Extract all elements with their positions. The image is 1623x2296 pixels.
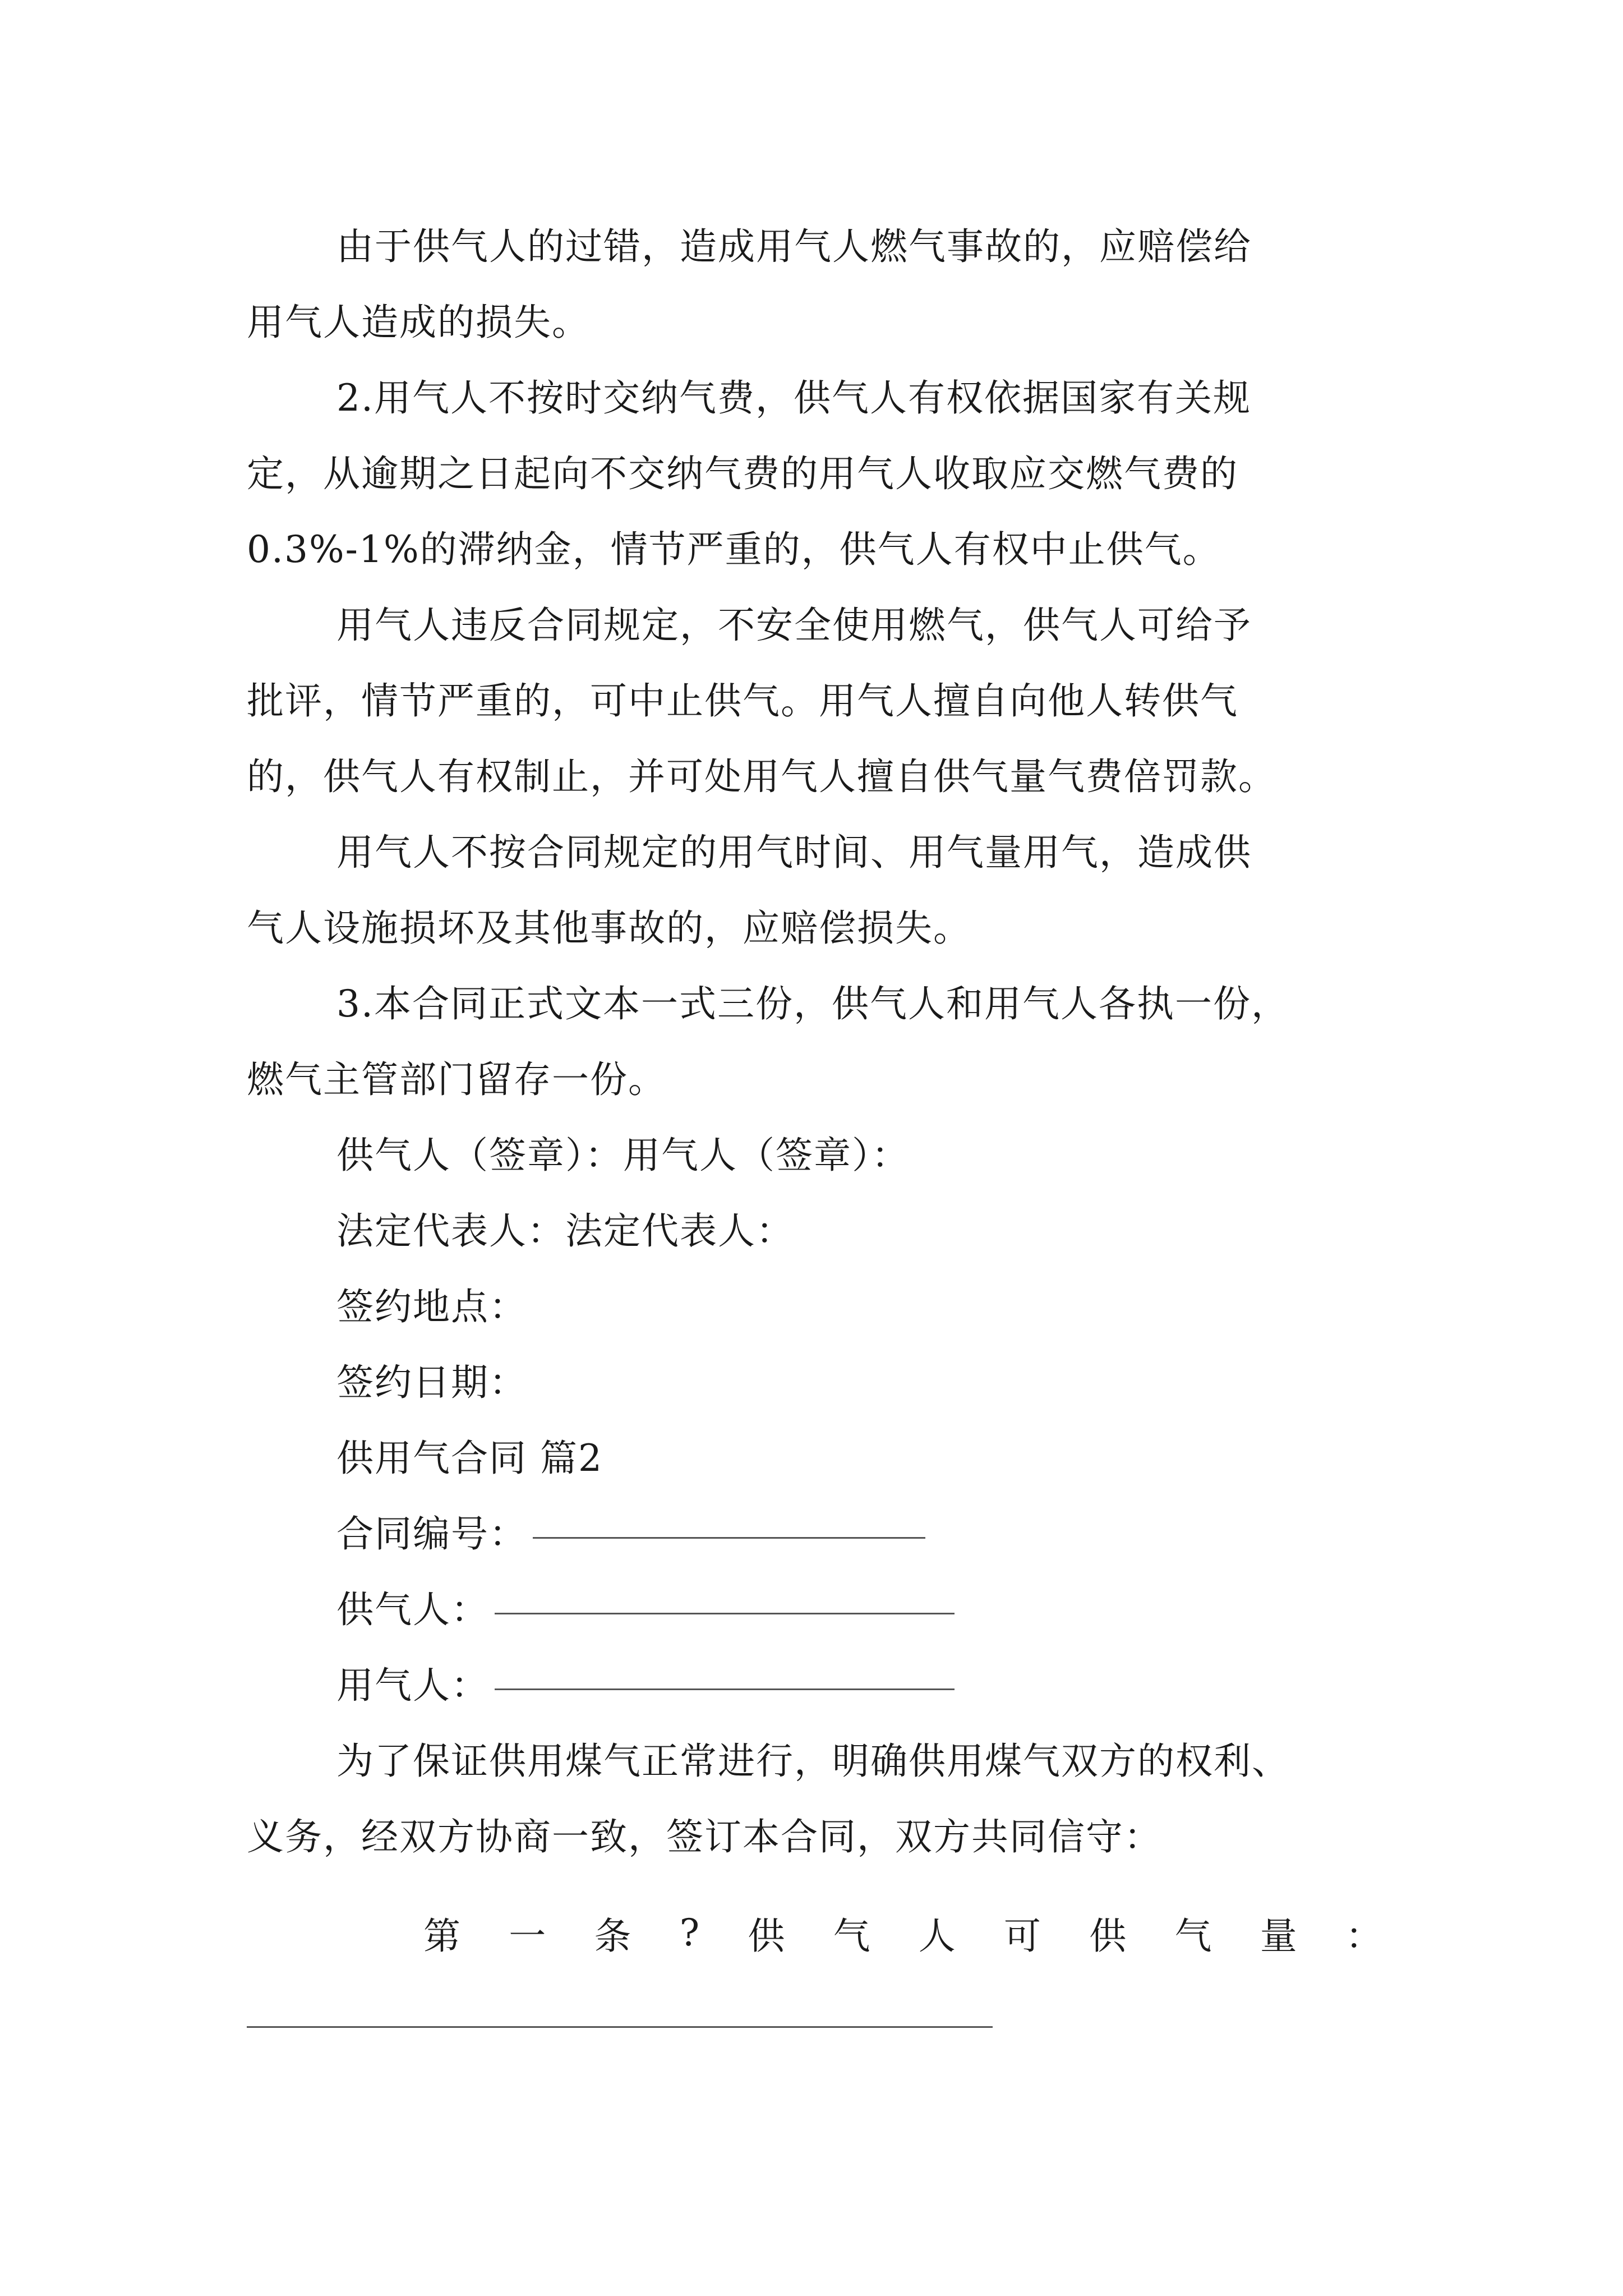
paragraph-line: 用气人不按合同规定的用气时间、用气量用气，造成供	[336, 831, 1252, 874]
supplier-field	[336, 1571, 955, 1649]
supply-volume-blank	[247, 2026, 993, 2028]
article-char: 气	[1174, 1914, 1212, 1958]
contract-number-blank	[533, 1537, 925, 1539]
contract-number-field	[336, 1495, 925, 1573]
representative-line: 法定代表人：法定代表人：	[336, 1209, 794, 1253]
paragraph-line: 用气人造成的损失。	[247, 301, 590, 344]
paragraph-line: 2.用气人不按时交纳气费，供气人有权依据国家有关规	[336, 376, 1251, 420]
user-label: 用气人：	[336, 1664, 489, 1707]
signing-place-line: 签约地点：	[336, 1285, 527, 1328]
article-char: 第	[423, 1914, 460, 1958]
paragraph-line: 批评，情节严重的，可中止供气。用气人擅自向他人转供气	[247, 679, 1238, 723]
paragraph-line: 的，供气人有权制止，并可处用气人擅自供气量气费倍罚款。	[247, 755, 1276, 798]
article-1-heading	[423, 1893, 1382, 1972]
article-char: 供	[748, 1914, 785, 1958]
paragraph-line: 气人设施损坏及其他事故的，应赔偿损失。	[247, 907, 971, 950]
supplier-blank	[495, 1613, 955, 1614]
article-char: ?	[679, 1911, 700, 1954]
article-char: 可	[1004, 1914, 1041, 1958]
paragraph-line: 燃气主管部门留存一份。	[247, 1058, 666, 1101]
paragraph-line: 由于供气人的过错，造成用气人燃气事故的，应赔偿给	[336, 225, 1252, 268]
article-char: ：	[1345, 1914, 1382, 1958]
article-char: 条	[594, 1914, 631, 1958]
paragraph-line: 用气人违反合同规定，不安全使用燃气，供气人可给予	[336, 604, 1252, 647]
signature-line: 供气人（签章）：用气人（签章）：	[336, 1134, 910, 1177]
paragraph-line: 定，从逾期之日起向不交纳气费的用气人收取应交燃气费的	[247, 452, 1238, 495]
article-char: 供	[1089, 1914, 1127, 1958]
contract-number-label: 合同编号：	[336, 1512, 527, 1556]
article-char: 气	[833, 1914, 870, 1958]
supplier-label: 供气人：	[336, 1588, 489, 1631]
paragraph-line: 3.本合同正式文本一式三份，供气人和用气人各执一份，	[336, 982, 1289, 1025]
user-blank	[495, 1688, 955, 1690]
signing-date-line: 签约日期：	[336, 1361, 527, 1404]
article-char: 人	[918, 1914, 956, 1958]
paragraph-line: 为了保证供用煤气正常进行，明确供用煤气双方的权利、	[336, 1740, 1290, 1783]
paragraph-line: 义务，经双方协商一致，签订本合同，双方共同信守：	[247, 1815, 1162, 1858]
article-char: 一	[509, 1914, 546, 1958]
section-title: 供用气合同 篇2	[336, 1437, 603, 1480]
user-field	[336, 1646, 955, 1725]
article-char: 量	[1260, 1914, 1297, 1958]
paragraph-line: 0.3%-1%的滞纳金，情节严重的，供气人有权中止供气。	[247, 528, 1221, 571]
